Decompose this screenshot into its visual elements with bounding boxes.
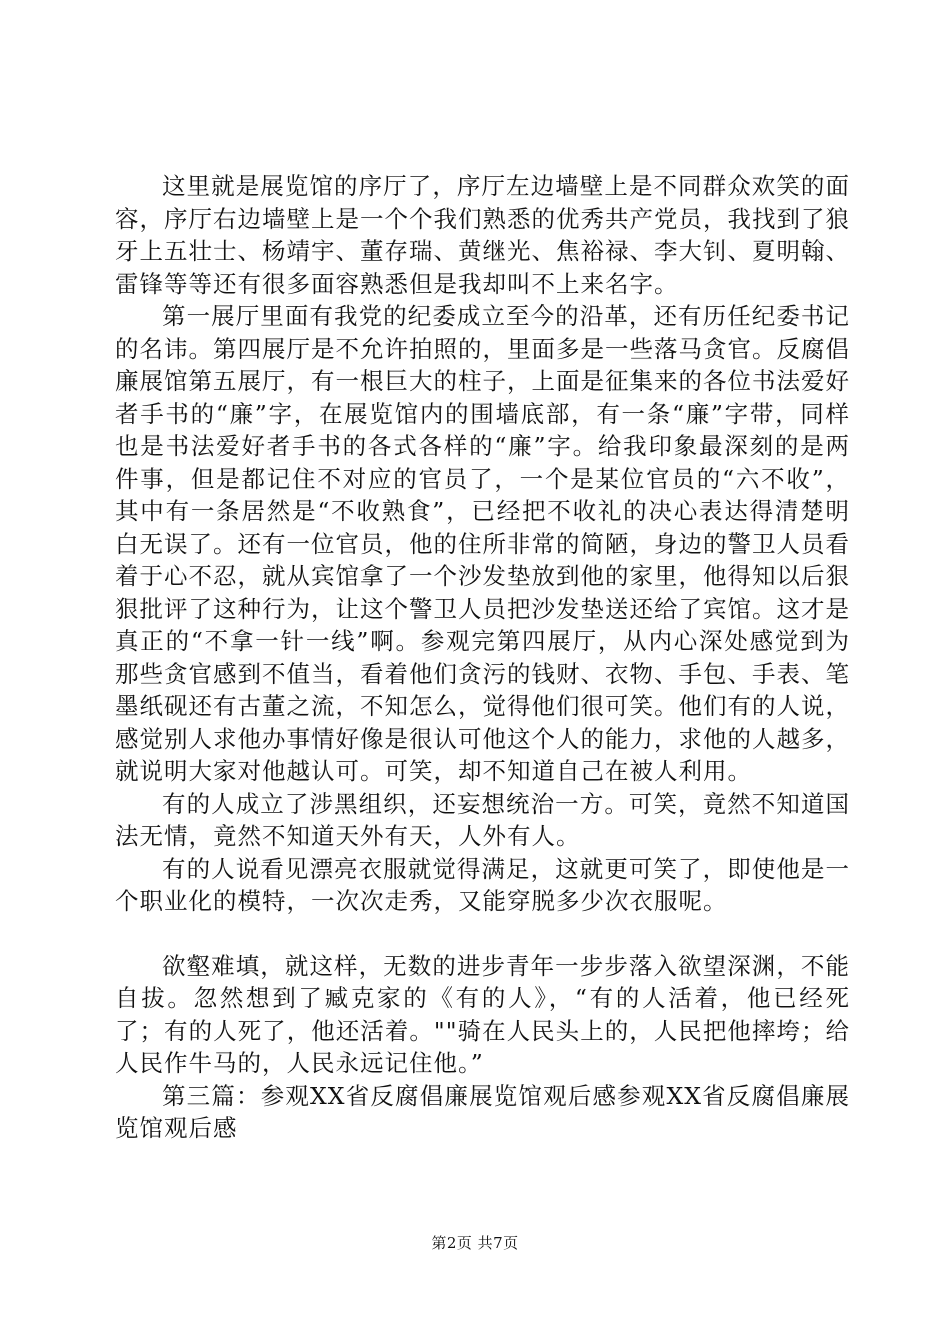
paragraph-2: 第一展厅里面有我党的纪委成立至今的沿革，还有历任纪委书记的名讳。第四展厅是不允许拍照的，里面多是一些落马贪官。反腐倡廉展馆第五展厅，有一根巨大的柱子，上面是征集来的各位书法爱好者手书的“廉”字，在展览馆内的围墙底部，有一条“廉”字带，同样也是书法爱好者手书的各式各样的“廉”字。给我印象最深刻的是两件事，但是都记住不对应的官员了，一个是某位官员的“六不收”，其中有一条居然是“不收熟食”，已经把不收礼的决心表达得清楚明白无误了。还有一位官员，他的住所非常的简陋，身边的警卫人员看着于心不忍，就从宾馆拿了一个沙发垫放到他的家里，他得知以后狠狠批评了这种行为，让这个警卫人员把沙发垫送还给了宾馆。这才是真正的“不拿一针一线”啊。参观完第四展厅，从内心深处感觉到为那些贪官感到不值当，看着他们贪污的钱财、衣物、手包、手表、笔墨纸砚还有古董之流，不知怎么，觉得他们很可笑。他们有的人说，感觉别人求他办事情好像是很认可他这个人的能力，求他的人越多，就说明大家对他越认可。可笑，却不知道自己在被人利用。 <box>115 302 850 785</box>
paragraph-5: 欲壑难填，就这样，无数的进步青年一步步落入欲望深渊，不能自拔。忽然想到了臧克家的《有的人》，“有的人活着，他已经死了；有的人死了，他还活着。""骑在人民头上的，人民把他摔垮；给人民作牛马的，人民永远记住他。” <box>115 951 850 1077</box>
page-number-footer: 第2页 共7页 <box>431 1234 519 1252</box>
paragraph-1: 这里就是展览馆的序厅了，序厅左边墙壁上是不同群众欢笑的面容，序厅右边墙壁上是一个个我们熟悉的优秀共产党员，我找到了狼牙上五壮士、杨靖宇、董存瑞、黄继光、焦裕禄、李大钊、夏明翰、雷锋等等还有很多面容熟悉但是我却叫不上来名字。 <box>115 172 850 298</box>
paragraph-6: 第三篇：参观XX省反腐倡廉展览馆观后感参观XX省反腐倡廉展览馆观后感 <box>115 1081 850 1142</box>
paragraph-4: 有的人说看见漂亮衣服就觉得满足，这就更可笑了，即使他是一个职业化的模特，一次次走秀，又能穿脱多少次衣服呢。 <box>115 854 850 915</box>
paragraph-spacer <box>115 918 850 950</box>
paragraph-3: 有的人成立了涉黑组织，还妄想统治一方。可笑，竟然不知道国法无情，竟然不知道天外有天，人外有人。 <box>115 789 850 850</box>
document-body <box>115 170 850 1145</box>
